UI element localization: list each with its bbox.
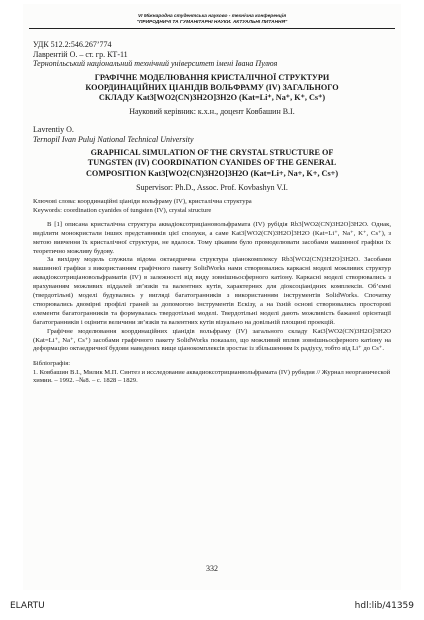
author-en: Lavrentiy O. (33, 124, 74, 134)
affiliation-en: Ternopil Ivan Puluj National Technical University (33, 134, 194, 144)
paragraph-3: Графічне моделювання координаційних ціанідів вольфраму (IV) загального складу Kat3[WO2(CN)3H2O]3H2O (Kat=Li⁺, Na⁺, Cs⁺) засобами графічного пакету SolidWorks показало, що можливий вплив зовнішньосферного катіону на деформацію октаедричної будови наведених вище ціанокомплексів зростає із збільшенням їх радіусу, тобто від Li⁺ до Cs⁺. (33, 327, 391, 353)
conference-header-line2: "ПРИРОДНИЧІ ТА ГУМАНІТАРНІ НАУКИ. АКТУАЛЬНІ ПИТАННЯ" (136, 20, 288, 25)
supervisor-ua: Науковий керівник: к.х.н., доцент Ковбашин В.І. (129, 107, 295, 117)
repository-footer (0, 596, 424, 618)
title-en-line2: TUNGSTEN (IV) COORDINATION CYANIDES OF THE GENERAL (87, 158, 337, 168)
bibliography-item: 1. Ковбашин В.І., Милик М.П. Синтез и исследование аквадиоксотрицианвольфрамата (IV) рубидия // Журнал неорганической химии. – 1992. –№8. – с. 1828 – 1829. (33, 368, 391, 384)
footer-handle-label: hdl:lib/41359 (354, 601, 414, 611)
article-body (33, 40, 391, 385)
udk-code: УДК 512.2:546.267’774 (33, 40, 112, 49)
title-ua-line1: ГРАФІЧНЕ МОДЕЛЮВАННЯ КРИСТАЛІЧНОЇ СТРУКТУРИ (94, 72, 330, 82)
title-ua (33, 73, 391, 104)
supervisor-en: Supervisor: Ph.D., Assoc. Prof. Kovbashyn V.I. (136, 182, 288, 192)
page-number: 332 (206, 564, 218, 573)
bibliography-heading: Бібліографія: (33, 360, 71, 368)
keywords-ua: Ключові слова: координаційні ціаніди вольфраму (IV), кристалічна структура (33, 198, 252, 206)
header-divider (29, 28, 395, 29)
title-en-line3: COMPOSITION Kat3[WO2(CN)3H2O]3H2O (Kat=Li+, Na+, K+, Cs+) (85, 168, 339, 178)
title-ua-line3: СКЛАДУ Kat3[WO2(CN)3H2O]3H2O (Kat=Li⁺, Na⁺, K⁺, Cs⁺) (98, 93, 326, 103)
conference-header (23, 14, 401, 26)
title-en (33, 148, 391, 179)
conference-header-line1: VI Міжнародна студентська науково - технічна конференція (137, 14, 287, 19)
affiliation-ua: Тернопільський національний технічний університет імені Івана Пулюя (33, 59, 278, 69)
title-ua-line2: КООРДИНАЦІЙНИХ ЦІАНІДІВ ВОЛЬФРАМУ (IV) ЗАГАЛЬНОГО (85, 82, 339, 92)
scanned-page (23, 4, 401, 590)
keywords-en: Keywords: coordination cyanides of tungsten (IV), crystal structure (33, 206, 212, 214)
title-en-line1: GRAPHICAL SIMULATION OF THE CRYSTAL STRUCTURE OF (90, 148, 334, 158)
author-ua: Лаврентій О. – ст. гр. КТ-11 (33, 49, 128, 59)
paragraph-2: За вихідну модель служила відома октаедрична структура ціанокомплексу Rb3[WO2(CN)3H2O]3H2O. Засобами машинної графіки з використанням графічного пакету SolidWorks нами створювались каркасні моделі можливих структур аквадіоксотриціановольфраматів (IV) в залежності від виду зовнішньосферного катіону. Каркасні моделі створювались з врахуванням можливих віддалей зв’язків та валентних кутів, характерних для діоксоціанідних комплексів. Об’ємні (твердотільні) моделі будувались у вигляді багатогранників з використанням інструментів SolidWorks. Спочатку створювались двомірні профілі граней за допомогою інструментів Ескізу, а на їхній основі створювались просторові елементи багатогранників та формувалась твердотільні моделі. Твердотільні моделі дають можливість бажаної орієнтації багатогранників і оцінити величини зв’язків та валентних кутів візуально на довільній площині проекцій. (33, 256, 391, 326)
paragraph-1: В [1] описана кристалічна структура аквадіоксотриціановольфрамата (IV) рубідія Rb3[WO2(CN)3H2O]3H2O. Однак, виділити монокристали інших представників цієї сполуки, а саме Kat3[WO2(CN)3H2O]3H2O (Kat=Li⁺, Na⁺, K⁺, Cs⁺), з метою вивчення їх кристалічної структури, не вдалося. Тому цікавим було промоделювати засобами машинної графіки їх теоретично можливу будову. (33, 220, 391, 255)
footer-left-label: ELARTU (10, 601, 45, 611)
